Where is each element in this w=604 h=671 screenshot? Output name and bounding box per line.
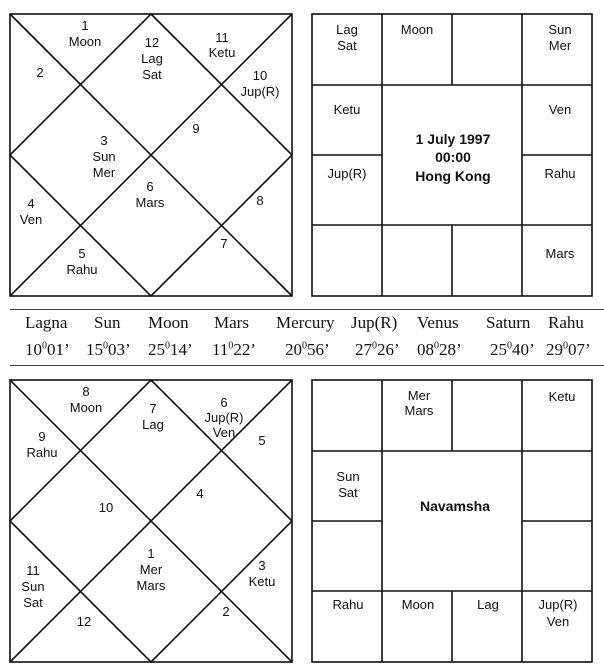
house-sign: 11 [26,563,40,578]
house-sign: 4 [27,196,35,211]
cell-planet: Moon [401,597,435,612]
cell-planet: Ven [546,614,570,629]
table-bottom-rule [10,365,604,366]
house-sign: 5 [78,246,86,261]
header-jupiter: Jup(R) [351,313,398,332]
house-sign: 7 [149,401,157,416]
cell-planet: Jup(R) [538,597,578,612]
house-planet: Ven [19,212,43,227]
house-planet: Ketu [208,45,236,60]
header-lagna: Lagna [25,313,68,332]
cell-planet: Ketu [333,102,361,117]
cell-planet: Sun [548,22,572,37]
cell-planet: Ven [548,102,572,117]
navamsha-south-labels [332,388,577,629]
value-saturn: $25^040$’ [490,340,535,359]
value-jupiter: $27^026$’ [355,340,400,359]
header-moon: Moon [148,313,189,332]
house-sign: 6 [220,395,228,410]
cell-planet: Mars [404,403,434,418]
house-sign: 1 [81,18,89,33]
value-rahu: $29^007$’ [546,340,591,359]
house-planet: Mer [139,562,163,577]
house-sign: 8 [82,384,90,399]
house-sign: 2 [36,65,44,80]
house-planet: Sun [92,149,116,164]
cell-planet: Mer [407,388,431,403]
cell-planet: Lag [477,597,499,612]
house-planet: Mars [136,578,166,593]
cell-planet: Moon [400,22,434,37]
house-sign: 12 [144,35,160,50]
house-planet: Mars [135,195,165,210]
house-planet: Lag [142,417,164,432]
house-planet: Jup(R) [240,84,280,99]
navamsha-title: Navamsha [419,498,491,514]
house-planet: Rahu [26,445,58,460]
value-moon: $25^014$’ [148,340,193,359]
header-mars: Mars [214,313,249,332]
house-sign: 12 [76,614,92,629]
birth-date: 1 July 1997 [415,131,491,147]
house-sign: 9 [192,121,200,136]
birth-place: Hong Kong [415,168,491,184]
house-sign: 2 [222,604,230,619]
house-planet: Moon [68,34,102,49]
house-sign: 4 [196,486,204,501]
table-top-rule [10,309,604,310]
cell-planet: Sat [338,485,358,500]
cell-planet: Rahu [544,166,576,181]
cell-planet: Rahu [332,597,364,612]
house-planet: Sat [142,67,162,82]
house-sign: 9 [38,429,46,444]
cell-planet: Mer [548,38,572,53]
navamsha-north-labels [21,384,275,629]
birth-time: 00:00 [435,149,471,165]
cell-planet: Ketu [548,389,576,404]
header-sun: Sun [94,313,121,332]
cell-planet: Lag [336,22,358,37]
value-sun: $15^003$’ [86,340,131,359]
house-sign: 8 [256,193,264,208]
house-sign: 6 [146,179,154,194]
house-planet: Lag [141,51,163,66]
house-planet: Moon [69,400,103,415]
planet-positions-table [0,305,604,369]
house-sign: 1 [147,546,155,561]
house-planet: Sun [21,579,45,594]
house-planet: Ven [212,425,236,440]
house-planet: Ketu [248,574,276,589]
house-sign: 5 [258,433,266,448]
header-venus: Venus [417,313,459,332]
cell-planet: Mars [545,246,575,261]
house-sign: 10 [252,68,268,83]
house-sign: 3 [258,558,266,573]
value-venus: $08^028$’ [417,340,462,359]
header-saturn: Saturn [486,313,531,332]
house-sign: 10 [98,500,114,515]
value-mercury: $20^056$’ [285,340,330,359]
house-planet: Mer [92,165,116,180]
house-planet: Jup(R) [204,410,244,425]
house-planet: Rahu [66,262,98,277]
house-sign: 7 [220,236,228,251]
cell-planet: Jup(R) [327,166,367,181]
header-mercury: Mercury [276,313,335,332]
cell-planet: Sun [336,469,360,484]
rasi-north-labels [20,18,280,277]
house-sign: 11 [215,30,229,45]
value-lagna: $10^001$’ [25,340,70,359]
house-planet: Sat [23,595,43,610]
value-mars: $11^022$’ [212,340,257,359]
cell-planet: Sat [337,38,357,53]
header-rahu: Rahu [548,313,584,332]
house-sign: 3 [100,133,108,148]
